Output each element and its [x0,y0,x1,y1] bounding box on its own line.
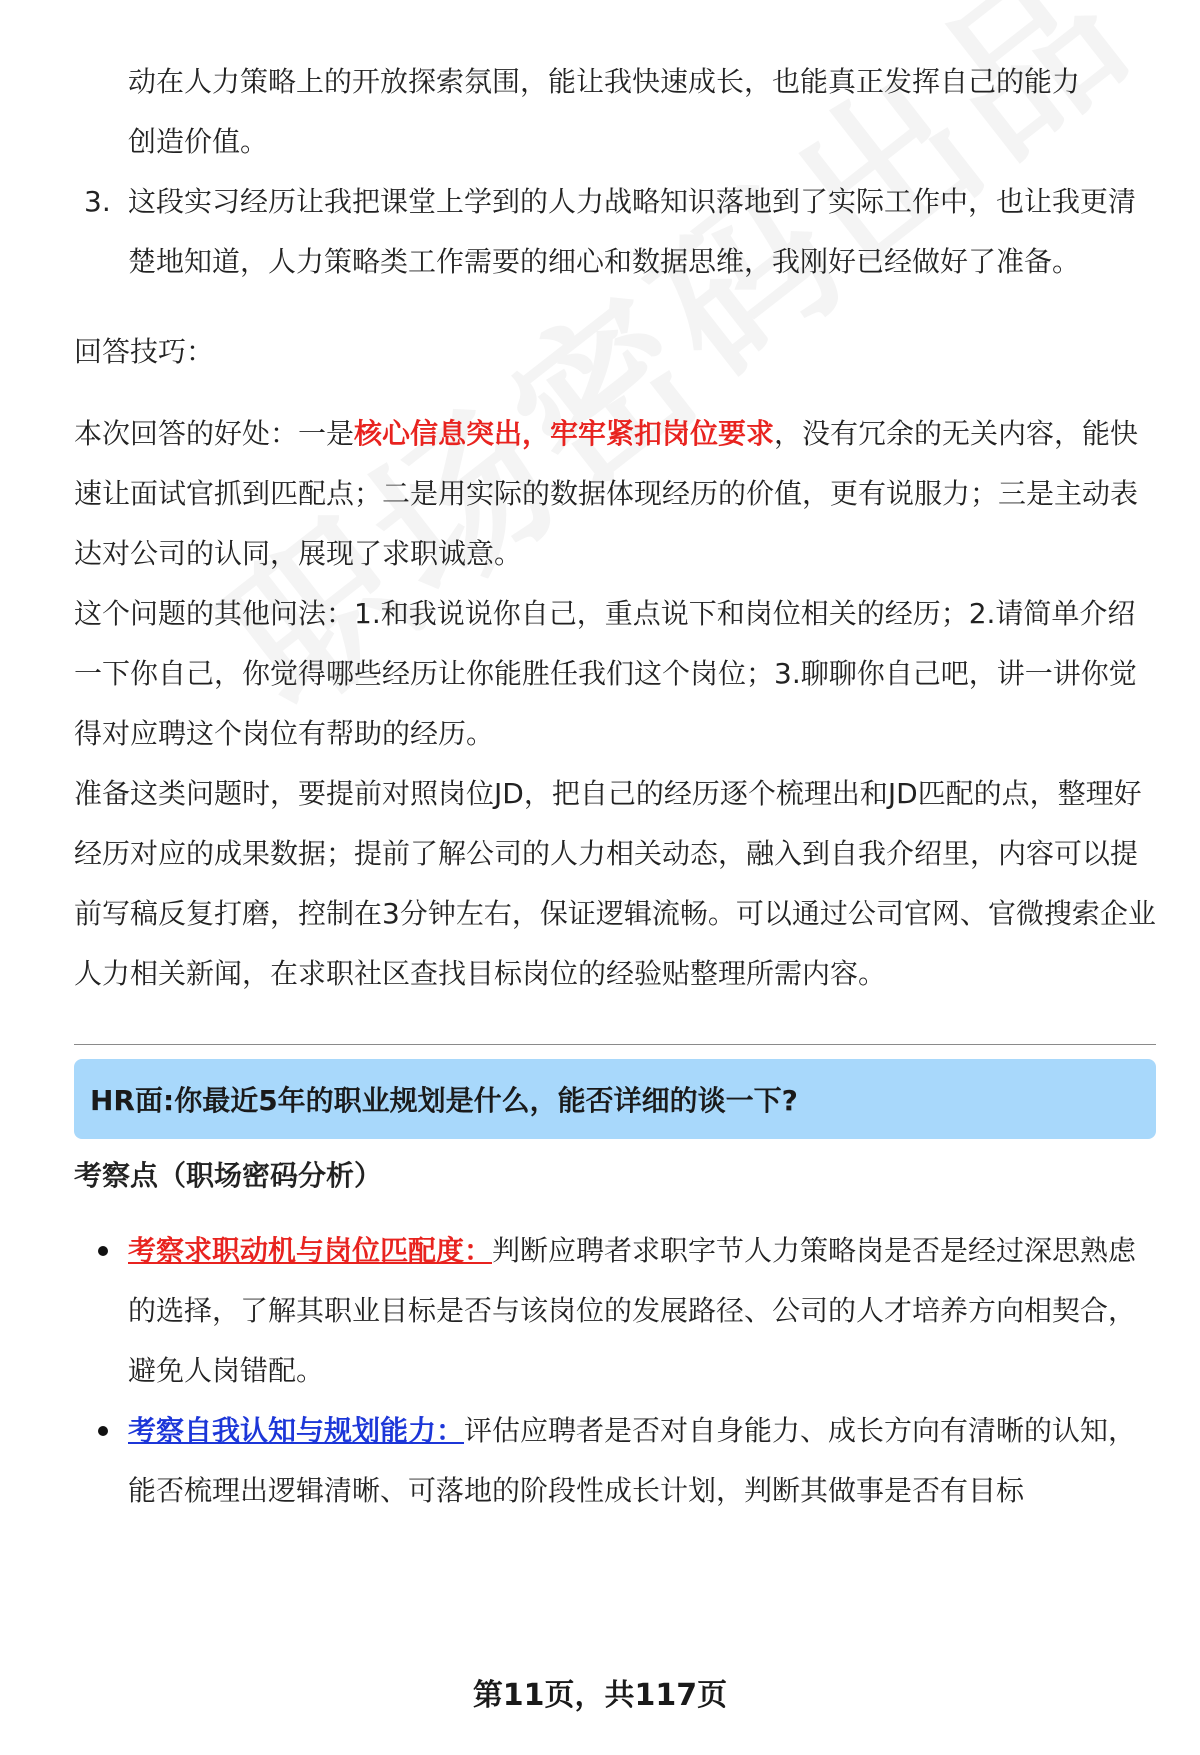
tips-benefits-paragraph [74,404,1156,584]
continuation-line-2: 创造价值。 [128,125,269,158]
benefits-intro: 本次回答的好处：一是 [74,417,355,450]
bullet-item [74,1221,1156,1401]
bullet-item [74,1401,1156,1521]
assessment-heading: 考察点（职场密码分析） [74,1159,383,1192]
bullet-text: 判断应聘者求职字节人力策略岗是否是经过深思熟虑的选择，了解其职业目标是否与该岗位的发展路径、公司的人才培养方向相契合，避免人岗错配。 [128,1234,1137,1387]
bullet-label-self-awareness: 考察自我认知与规划能力： [128,1414,465,1447]
bullet-label-motivation: 考察求职动机与岗位匹配度： [128,1234,493,1267]
bullet-dot-icon [98,1426,108,1436]
page-footer: 第11页，共117页 [472,1678,728,1713]
alternative-questions-paragraph: 这个问题的其他问法：1.和我说说你自己，重点说下和岗位相关的经历；2.请简单介绍一下你自己，你觉得哪些经历让你能胜任我们这个岗位；3.聊聊你自己吧，讲一讲你觉得对应聘这个岗位有帮助的经历。 [74,597,1137,750]
tips-title: 回答技巧： [74,335,215,368]
section-divider [74,1044,1156,1045]
continuation-line-1: 动在人力策略上的开放探索氛围，能让我快速成长，也能真正发挥自己的能力 [128,65,1081,98]
numbered-item-3 [74,172,1156,292]
document-body [74,52,1156,1521]
benefits-rest: ，没有冗余的无关内容，能快速让面试官抓到匹配点；二是用实际的数据体现经历的价值，更有说服力；三是主动表达对公司的认同，展现了求职诚意。 [74,417,1139,570]
continuation-paragraph [74,52,1156,172]
question-title: HR面:你最近5年的职业规划是什么，能否详细的谈一下? [90,1084,798,1117]
question-banner [74,1059,1156,1139]
item-text: 这段实习经历让我把课堂上学到的人力战略知识落地到了实际工作中，也让我更清楚地知道，人力策略类工作需要的细心和数据思维，我刚好已经做好了准备。 [128,185,1137,278]
preparation-paragraph: 准备这类问题时，要提前对照岗位JD，把自己的经历逐个梳理出和JD匹配的点，整理好经历对应的成果数据；提前了解公司的人力相关动态，融入到自我介绍里，内容可以提前写稿反复打磨，控制在3分钟左右，保证逻辑流畅。可以通过公司官网、官微搜索企业人力相关新闻，在求职社区查找目标岗位的经验贴整理所需内容。 [74,777,1156,990]
benefits-highlight: 核心信息突出，牢牢紧扣岗位要求 [354,417,775,450]
bullet-text: 评估应聘者是否对自身能力、成长方向有清晰的认知，能否梳理出逻辑清晰、可落地的阶段性成长计划，判断其做事是否有目标 [128,1414,1137,1507]
item-number: 3. [84,185,111,218]
bullet-dot-icon [98,1246,108,1256]
